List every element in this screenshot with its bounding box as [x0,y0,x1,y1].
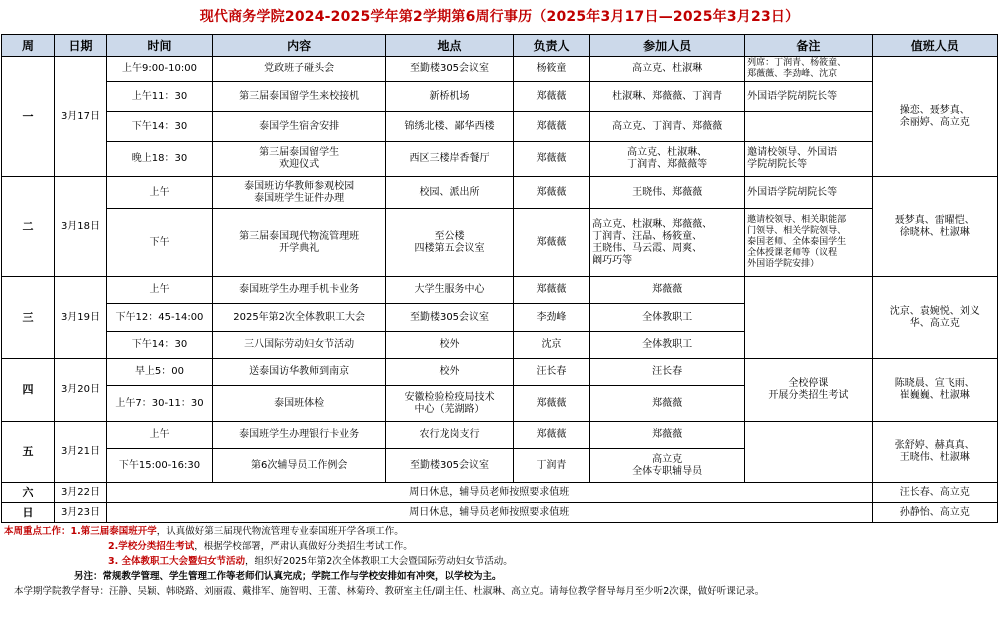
place-cell: 西区三楼岸香餐厅 [386,142,513,177]
note-cell [745,277,872,359]
lead-cell: 汪长春 [513,359,589,386]
content-cell: 送泰国访华教师到南京 [213,359,386,386]
time-cell: 上午9:00-10:00 [106,57,212,82]
attendees-cell: 王晓伟、郑薇薇 [590,177,745,209]
content-cell: 三八国际劳动妇女节活动 [213,332,386,359]
lead-cell: 沈京 [513,332,589,359]
place-cell: 大学生服务中心 [386,277,513,304]
table-row [2,82,998,112]
attendees-cell: 郑薇薇 [590,386,745,422]
key-work-title-1: 1.第三届泰国班开学 [70,526,157,537]
table-row [2,142,998,177]
table-row [2,422,998,449]
place-cell: 校园、派出所 [386,177,513,209]
table-row [2,483,998,503]
footer-notes [0,524,999,599]
header-duty: 值班人员 [872,35,997,57]
date-cell: 3月19日 [55,277,107,359]
attendees-cell: 杜淑琳、郑薇薇、丁润青 [590,82,745,112]
header-week: 周 [2,35,55,57]
attendees-cell: 高立克、丁润青、郑薇薇 [590,112,745,142]
date-cell: 3月17日 [55,57,107,177]
attendees-cell: 汪长春 [590,359,745,386]
time-cell: 上午 [106,422,212,449]
note-cell: 外国语学院胡院长等 [745,82,872,112]
note-cell: 列席：丁润青、杨筱童、 郑薇薇、李劲峰、沈京 [745,57,872,82]
lead-cell: 郑薇薇 [513,386,589,422]
content-cell: 泰国班学生办理手机卡业务 [213,277,386,304]
table-row [2,177,998,209]
duty-cell: 沈京、袁婉悦、刘义 华、高立克 [872,277,997,359]
place-cell: 农行龙岗支行 [386,422,513,449]
note-cell: 邀请校领导、相关职能部 门领导、相关学院领导、 泰国老师、全体泰国学生 全体授课老师等（议程 外国语学院安排） [745,209,872,277]
lead-cell: 郑薇薇 [513,177,589,209]
place-cell: 锦绣北楼、鄙华西楼 [386,112,513,142]
lead-cell: 李劲峰 [513,304,589,332]
content-cell: 泰国班访华教师参观校园 泰国班学生证件办理 [213,177,386,209]
date-cell: 3月20日 [55,359,107,422]
attendees-cell: 高立克、杜淑琳、郑薇薇、 丁润青、汪晶、杨筱童、 王晓伟、马云霞、周爽、 阚巧巧等 [590,209,745,277]
header-place: 地点 [386,35,513,57]
table-row [2,277,998,304]
week-cell: 五 [2,422,55,483]
place-cell: 校外 [386,332,513,359]
rest-cell: 周日休息，辅导员老师按照要求值班 [106,483,872,503]
content-cell: 第6次辅导员工作例会 [213,449,386,483]
rest-cell: 周日休息，辅导员老师按照要求值班 [106,503,872,523]
table-row [2,57,998,82]
duty-cell: 张舒婷、赫真真、 王晓伟、杜淑琳 [872,422,997,483]
schedule-table [1,34,998,523]
time-cell: 下午15:00-16:30 [106,449,212,483]
date-cell: 3月22日 [55,483,107,503]
note-cell [745,112,872,142]
lead-cell: 郑薇薇 [513,112,589,142]
header-row [2,35,998,57]
week-cell: 六 [2,483,55,503]
key-work-title-3: 3. 全体教职工大会暨妇女节活动 [108,556,246,567]
time-cell: 下午 [106,209,212,277]
header-date: 日期 [55,35,107,57]
key-work-desc-3: ，组织好2025年第2次全体教职工大会暨国际劳动妇女节活动。 [245,556,513,567]
attendees-cell: 高立克 全体专职辅导员 [590,449,745,483]
week-cell: 三 [2,277,55,359]
place-cell: 至勤楼305会议室 [386,304,513,332]
place-cell: 安徽检验检疫局技术 中心（芜湖路） [386,386,513,422]
duty-cell: 陈晓晨、宣飞雨、 崔巍巍、杜淑琳 [872,359,997,422]
key-work-title-2: 2.学校分类招生考试 [108,541,195,552]
attendees-cell: 全体教职工 [590,332,745,359]
key-work-item-2 [4,539,999,554]
lead-cell: 杨筱童 [513,57,589,82]
duty-cell: 聂梦真、雷曜恺、 徐晓林、杜淑琳 [872,177,997,277]
header-note: 备注 [745,35,872,57]
attendees-cell: 全体教职工 [590,304,745,332]
week-cell: 一 [2,57,55,177]
note-cell [745,422,872,483]
duty-cell: 汪长春、高立克 [872,483,997,503]
header-lead: 负责人 [513,35,589,57]
key-work-label: 本周重点工作： [4,526,71,537]
attendees-cell: 高立克、杜淑琳 [590,57,745,82]
duty-cell: 操恋、聂梦真、 余丽婷、高立克 [872,57,997,177]
place-cell: 校外 [386,359,513,386]
week-cell: 二 [2,177,55,277]
place-cell: 至勤楼305会议室 [386,449,513,483]
lead-cell: 郑薇薇 [513,422,589,449]
attendees-cell: 高立克、杜淑琳、 丁润青、郑薇薇等 [590,142,745,177]
time-cell: 上午11：30 [106,82,212,112]
duty-cell: 孙静怡、高立克 [872,503,997,523]
place-cell: 至公楼 四楼第五会议室 [386,209,513,277]
time-cell: 上午 [106,177,212,209]
header-content: 内容 [213,35,386,57]
table-row [2,359,998,386]
page-title: 现代商务学院2024-2025学年第2学期第6周行事历（2025年3月17日—2025年3月23日） [199,9,800,25]
note-cell: 全校停课 开展分类招生考试 [745,359,872,422]
content-cell: 第三届泰国留学生 欢迎仪式 [213,142,386,177]
date-cell: 3月21日 [55,422,107,483]
date-cell: 3月18日 [55,177,107,277]
table-row [2,209,998,277]
place-cell: 至勤楼305会议室 [386,57,513,82]
time-cell: 晚上18：30 [106,142,212,177]
lead-cell: 丁润青 [513,449,589,483]
time-cell: 上午7：30-11：30 [106,386,212,422]
week-cell: 四 [2,359,55,422]
week-cell: 日 [2,503,55,523]
key-work-desc-1: ，认真做好第三届现代物流管理专业泰国班开学各项工作。 [156,526,404,537]
lead-cell: 郑薇薇 [513,142,589,177]
place-cell: 新桥机场 [386,82,513,112]
content-cell: 泰国班体检 [213,386,386,422]
note-cell: 邀请校领导、外国语 学院胡院长等 [745,142,872,177]
lead-cell: 郑薇薇 [513,82,589,112]
time-cell: 早上5：00 [106,359,212,386]
supervisors-note: 本学期学院教学督导：汪静、吴颖、韩晓路、刘丽霞、戴排军、施智明、王蕾、林菊玲、教研室主任/副主任、杜淑琳、高立克。请每位教学督导每月至少听2次课，做好听课记录。 [14,586,765,597]
note-cell: 外国语学院胡院长等 [745,177,872,209]
content-cell: 党政班子碰头会 [213,57,386,82]
key-work-item-3 [4,554,999,569]
time-cell: 下午12：45-14:00 [106,304,212,332]
content-cell: 第三届泰国留学生来校接机 [213,82,386,112]
key-work-desc-2: ，根据学校部署，严肃认真做好分类招生考试工作。 [194,541,413,552]
content-cell: 2025年第2次全体教职工大会 [213,304,386,332]
lead-cell: 郑薇薇 [513,209,589,277]
content-cell: 第三届泰国现代物流管理班 开学典礼 [213,209,386,277]
time-cell: 下午14：30 [106,332,212,359]
header-time: 时间 [106,35,212,57]
table-row [2,503,998,523]
header-attendees: 参加人员 [590,35,745,57]
content-cell: 泰国班学生办理银行卡业务 [213,422,386,449]
date-cell: 3月23日 [55,503,107,523]
other-note: 另注：常规教学管理、学生管理工作等老师们认真完成；学院工作与学校安排如有冲突，以学校为主。 [74,571,502,582]
attendees-cell: 郑薇薇 [590,277,745,304]
table-row [2,112,998,142]
time-cell: 下午14：30 [106,112,212,142]
content-cell: 泰国学生宿舍安排 [213,112,386,142]
time-cell: 上午 [106,277,212,304]
attendees-cell: 郑薇薇 [590,422,745,449]
key-work-item-1 [4,524,999,539]
lead-cell: 郑薇薇 [513,277,589,304]
